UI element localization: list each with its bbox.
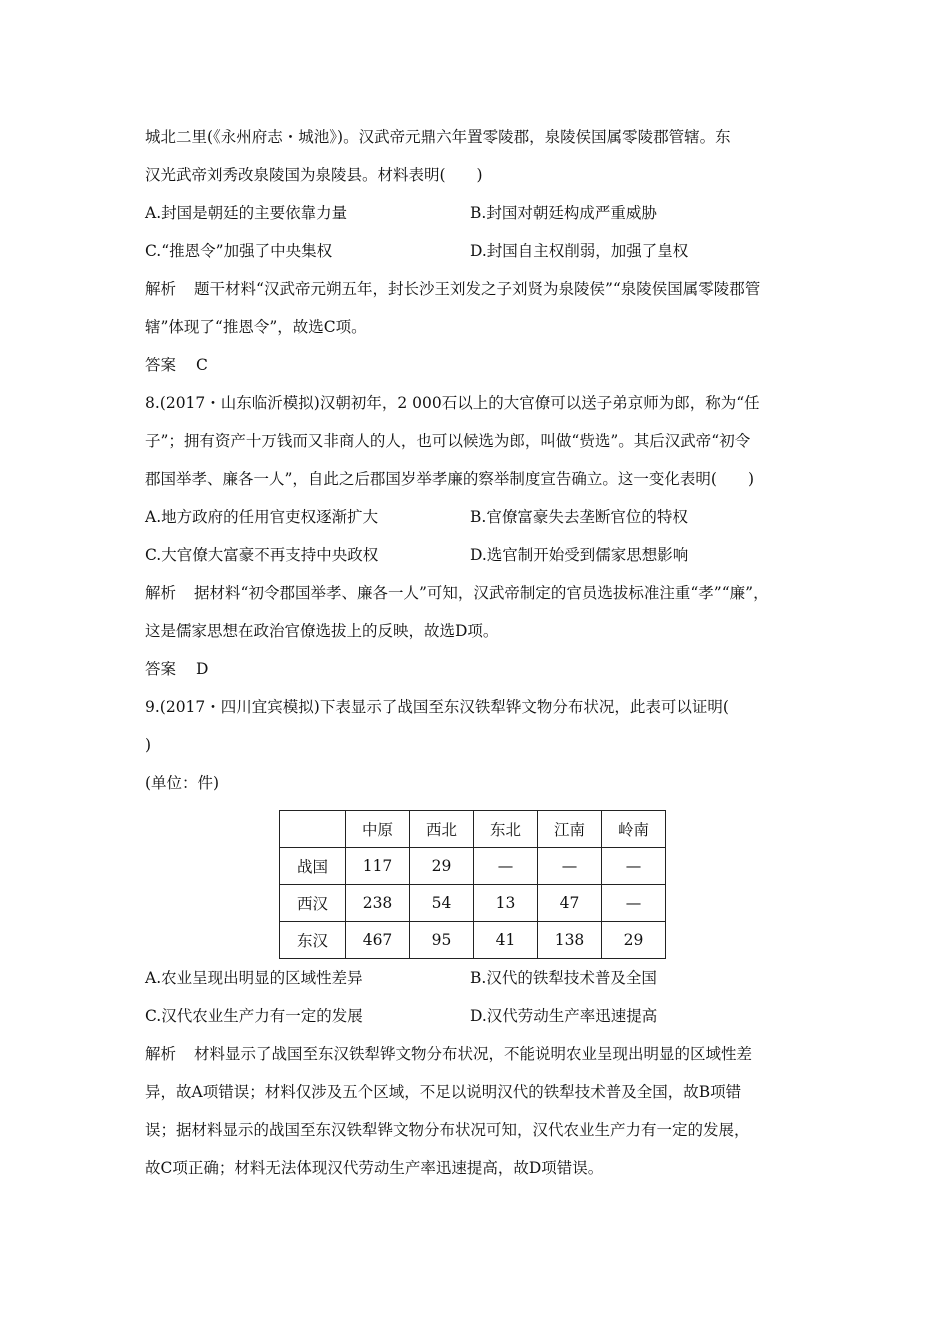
q8-stem-line: 8.(2017・山东临沂模拟)汉朝初年，2 000石以上的大官僚可以送子弟京师为郎，称为“任	[145, 394, 760, 412]
q9-option-c: C.汉代农业生产力有一定的发展	[145, 1007, 363, 1025]
table-cell: —	[538, 848, 602, 885]
q7-options-row	[145, 194, 810, 232]
q9-analysis-text: 材料显示了战国至东汉铁犁铧文物分布状况，不能说明农业呈现出明显的区域性差	[194, 1045, 753, 1063]
table-cell: 238	[346, 885, 410, 922]
q7-options-row	[145, 232, 810, 270]
q8-option-a: A.地方政府的任用官吏权逐渐扩大	[145, 508, 379, 526]
q8-option-c: C.大官僚大富豪不再支持中央政权	[145, 546, 379, 564]
table-row	[280, 922, 666, 959]
q8-option-b: B.官僚富豪失去垄断官位的特权	[470, 508, 688, 526]
artifact-distribution-table	[279, 810, 666, 959]
table-cell: 29	[410, 848, 474, 885]
q8-stem-line: 子”；拥有资产十万钱而又非商人的人，也可以候选为郎，叫做“赀选”。其后汉武帝“初令	[145, 432, 751, 450]
q8-options-row	[145, 536, 810, 574]
answer-label: 答案	[145, 660, 177, 678]
table-header-row	[280, 811, 666, 848]
analysis-label: 解析	[145, 1045, 177, 1063]
table-corner-cell	[280, 811, 346, 848]
table-header-cell: 岭南	[602, 811, 666, 848]
q9-option-d: D.汉代劳动生产率迅速提高	[470, 1007, 658, 1025]
table-row	[280, 848, 666, 885]
q7-analysis-cont: 辖”体现了“推恩令”，故选C项。	[145, 318, 367, 336]
row-period-cell: 东汉	[280, 922, 346, 959]
row-period-cell: 西汉	[280, 885, 346, 922]
q7-answer	[145, 346, 810, 384]
q8-option-d: D.选官制开始受到儒家思想影响	[470, 546, 689, 564]
document-page	[145, 118, 810, 1187]
table-cell: 41	[474, 922, 538, 959]
table-cell: 47	[538, 885, 602, 922]
q9-unit: (单位：件)	[145, 774, 220, 792]
table-cell: 29	[602, 922, 666, 959]
q9-options-row	[145, 959, 810, 997]
q8-stem-line: 郡国举孝、廉各一人”，自此之后郡国岁举孝廉的察举制度宣告确立。这一变化表明( )	[145, 470, 755, 488]
q7-analysis-text: 题干材料“汉武帝元朔五年，封长沙王刘发之子刘贤为泉陵侯”“泉陵侯国属零陵郡管	[194, 280, 761, 298]
q9-option-a: A.农业呈现出明显的区域性差异	[145, 969, 363, 987]
q7-option-c: C.“推恩令”加强了中央集权	[145, 242, 333, 260]
table-cell: —	[602, 885, 666, 922]
table-header-cell: 西北	[410, 811, 474, 848]
answer-label: 答案	[145, 356, 177, 374]
q9-analysis-cont: 异，故A项错误；材料仅涉及五个区域，不足以说明汉代的铁犁技术普及全国，故B项错	[145, 1083, 742, 1101]
q8-analysis	[145, 574, 810, 612]
q7-stem-line: 汉光武帝刘秀改泉陵国为泉陵县。材料表明( )	[145, 166, 483, 184]
table-header-cell: 江南	[538, 811, 602, 848]
q9-options-row	[145, 997, 810, 1035]
q7-option-d: D.封国自主权削弱，加强了皇权	[470, 242, 689, 260]
q9-stem-line: 9.(2017・四川宜宾模拟)下表显示了战国至东汉铁犁铧文物分布状况，此表可以证明(	[145, 698, 729, 716]
table-header-cell: 中原	[346, 811, 410, 848]
row-period-cell: 战国	[280, 848, 346, 885]
q7-stem-line: 城北二里(《永州府志・城池》)。汉武帝元鼎六年置零陵郡，泉陵侯国属零陵郡管辖。东	[145, 128, 731, 146]
q8-analysis-cont: 这是儒家思想在政治官僚选拔上的反映，故选D项。	[145, 622, 499, 640]
q9-analysis-cont: 误；据材料显示的战国至东汉铁犁铧文物分布状况可知，汉代农业生产力有一定的发展，	[145, 1121, 750, 1139]
q7-option-b: B.封国对朝廷构成严重威胁	[470, 204, 657, 222]
q8-analysis-text: 据材料“初令郡国举孝、廉各一人”可知，汉武帝制定的官员选拔标准注重“孝”“廉”，	[194, 584, 769, 602]
q7-option-a: A.封国是朝廷的主要依靠力量	[145, 204, 348, 222]
table-cell: 13	[474, 885, 538, 922]
q8-answer	[145, 650, 810, 688]
q9-analysis	[145, 1035, 810, 1073]
analysis-label: 解析	[145, 584, 177, 602]
table-cell: 467	[346, 922, 410, 959]
table-cell: 117	[346, 848, 410, 885]
table-cell: 138	[538, 922, 602, 959]
q8-options-row	[145, 498, 810, 536]
q8-answer-value: D	[196, 660, 209, 678]
q7-answer-value: C	[196, 356, 208, 374]
table-row	[280, 885, 666, 922]
analysis-label: 解析	[145, 280, 177, 298]
q9-analysis-cont: 故C项正确；材料无法体现汉代劳动生产率迅速提高，故D项错误。	[145, 1159, 604, 1177]
table-cell: 95	[410, 922, 474, 959]
q9-stem-line: )	[145, 736, 152, 754]
table-cell: 54	[410, 885, 474, 922]
q7-analysis	[145, 270, 810, 308]
table-cell: —	[474, 848, 538, 885]
q9-option-b: B.汉代的铁犁技术普及全国	[470, 969, 657, 987]
table-cell: —	[602, 848, 666, 885]
table-header-cell: 东北	[474, 811, 538, 848]
